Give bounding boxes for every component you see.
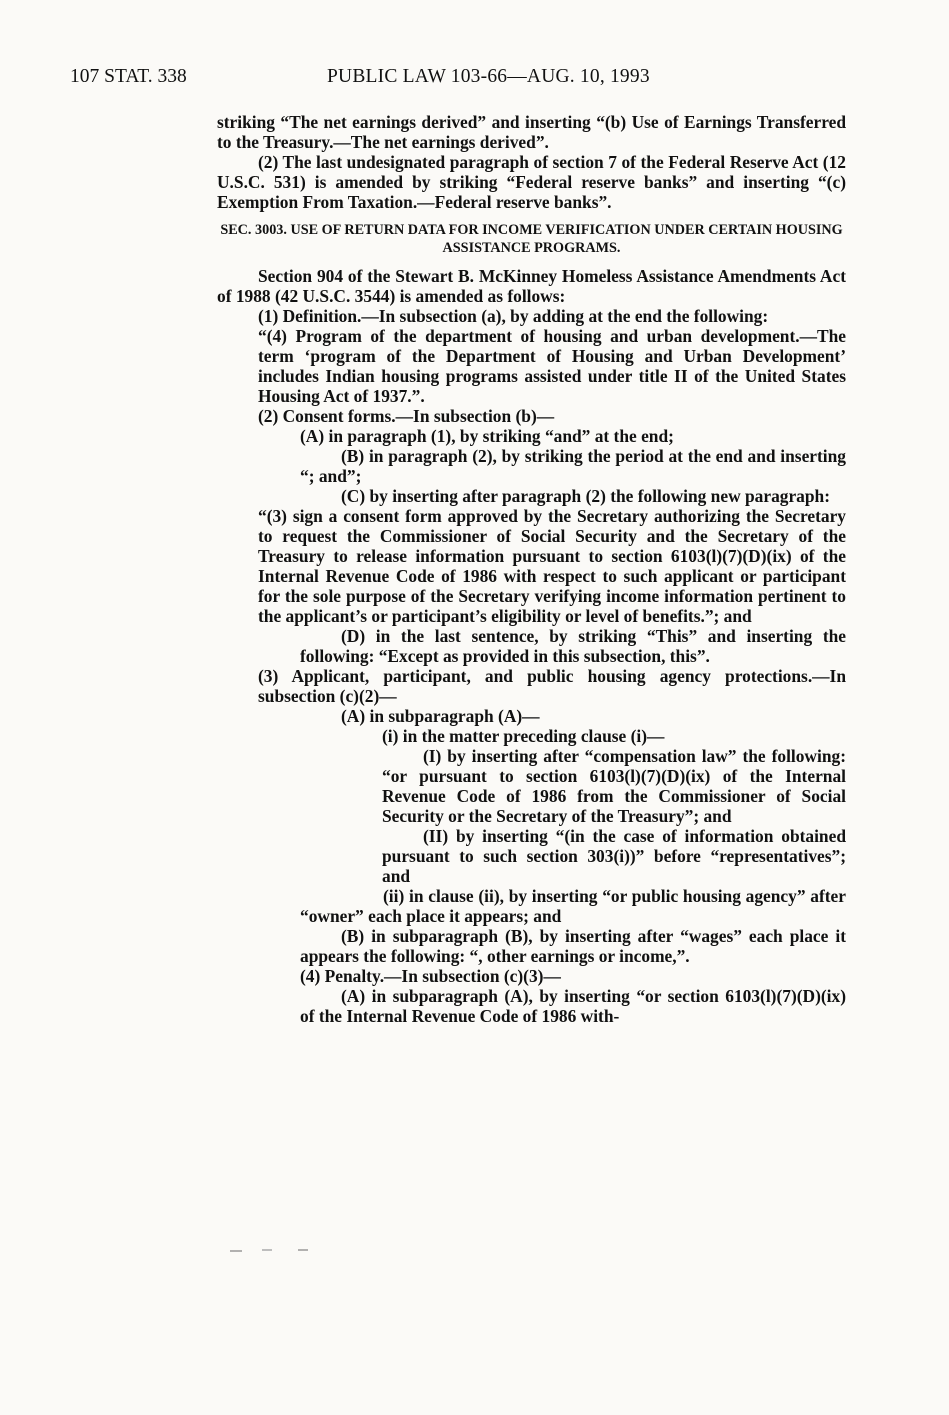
paragraph-17: (ii) in clause (ii), by inserting “or public housing agency” after “owner” each place it appears; and xyxy=(300,886,846,926)
ink-marks xyxy=(200,1240,320,1260)
paragraph-11: (D) in the last sentence, by striking “This” and inserting the following: “Except as provided in this subsection, this”. xyxy=(300,626,846,666)
paragraph-8: (B) in paragraph (2), by striking the period at the end and inserting “; and”; xyxy=(300,446,846,486)
paragraph-1: striking “The net earnings derived” and inserting “(b) Use of Earnings Transferred to the Treasury.—The net earnings derived”. xyxy=(217,112,846,152)
paragraph-2: (2) The last undesignated paragraph of section 7 of the Federal Reserve Act (12 U.S.C. 531) is amended by striking “Federal reserve banks” and inserting “(c) Exemption From Taxation.—Federal reserve banks”. xyxy=(217,152,846,212)
paragraph-19: (4) Penalty.—In subsection (c)(3)— xyxy=(300,966,561,986)
document-body xyxy=(217,112,846,1026)
paragraph-15: (I) by inserting after “compensation law” the following: “or pursuant to section 6103(l)(7)(D)(ix) of the Internal Revenue Code of 1986 from the Commissioner of Social Security or the Secretary of the Treasury”; and xyxy=(382,746,846,826)
section-heading: SEC. 3003. USE OF RETURN DATA FOR INCOME VERIFICATION UNDER CERTAIN HOUSING ASSISTANCE PROGRAMS. xyxy=(220,222,843,256)
statute-reference: 107 STAT. 338 xyxy=(70,66,187,87)
paragraph-14: (i) in the matter preceding clause (i)— xyxy=(382,726,665,746)
paragraph-9: (C) by inserting after paragraph (2) the following new paragraph: xyxy=(341,486,831,506)
paragraph-12: (3) Applicant, participant, and public housing agency protections.—In subsection (c)(2)— xyxy=(258,666,846,706)
paragraph-18: (B) in subparagraph (B), by inserting after “wages” each place it appears the following: “, other earnings or income,”. xyxy=(300,926,846,966)
paragraph-5: “(4) Program of the department of housing and urban development.—The term ‘program of the Department of Housing and Urban Development’ includes Indian housing programs assisted under title II of the United States Housing Act of 1937.”. xyxy=(258,326,846,406)
paragraph-16: (II) by inserting “(in the case of information obtained pursuant to such section 303(i))” before “representatives”; and xyxy=(382,826,846,886)
law-title: PUBLIC LAW 103-66—AUG. 10, 1993 xyxy=(327,66,650,87)
paragraph-3: Section 904 of the Stewart B. McKinney Homeless Assistance Amendments Act of 1988 (42 U.S.C. 3544) is amended as follows: xyxy=(217,266,846,306)
paragraph-6: (2) Consent forms.—In subsection (b)— xyxy=(258,406,555,426)
paragraph-10: “(3) sign a consent form approved by the Secretary authorizing the Secretary to request the Commissioner of Social Security and the Secretary of the Treasury to release information pursuant to section 6103(l)(7)(D)(ix) of the Internal Revenue Code of 1986 with respect to such applicant or participant for the sole purpose of the Secretary verifying income information pertinent to the applicant’s or participant’s eligibility or level of benefits.”; and xyxy=(258,506,846,626)
paragraph-13: (A) in subparagraph (A)— xyxy=(341,706,540,726)
paragraph-20: (A) in subparagraph (A), by inserting “or section 6103(l)(7)(D)(ix) of the Internal Revenue Code of 1986 with- xyxy=(300,986,846,1026)
paragraph-7: (A) in paragraph (1), by striking “and” at the end; xyxy=(300,426,674,446)
paragraph-4: (1) Definition.—In subsection (a), by adding at the end the following: xyxy=(258,306,769,326)
